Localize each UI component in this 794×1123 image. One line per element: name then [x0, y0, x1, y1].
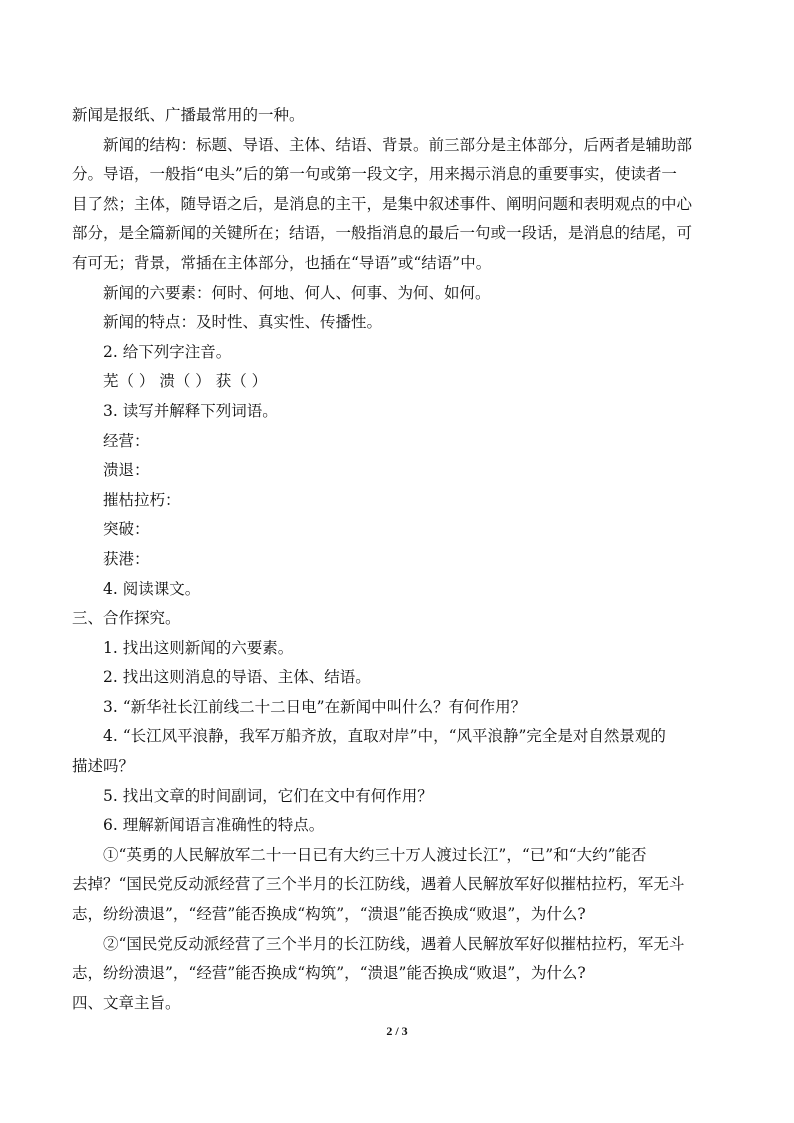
- text-line: 获港：: [103, 549, 150, 568]
- page-number: 2 / 3: [386, 1024, 408, 1038]
- text-line: 描述吗？: [72, 757, 135, 776]
- text-line: 3. 读写并解释下列词语。: [103, 401, 278, 420]
- text-line: 突破：: [103, 520, 150, 539]
- text-line: 溃退：: [103, 461, 150, 480]
- text-line: 新闻是报纸、广播最常用的一种。: [72, 106, 305, 124]
- text-line: 芜（ ） 溃（ ） 获（ ）: [103, 372, 268, 391]
- text-line: 4. “长江风平浪静，我军万船齐放，直取对岸”中，“风平浪静”完全是对自然景观的: [103, 727, 666, 746]
- text-line: 四、文章主旨。: [72, 993, 181, 1012]
- text-line: 2. 找出这则消息的导语、主体、结语。: [103, 668, 371, 687]
- text-line: 志，纷纷溃退”，“经营”能否换成“构筑”，“溃退”能否换成“败退”，为什么?: [72, 964, 586, 983]
- text-line: 4. 阅读课文。: [103, 579, 201, 598]
- text-line: ①“英勇的人民解放军二十一日已有大约三十万人渡过长江”，“已”和“大约”能否: [103, 845, 647, 864]
- document-body: [72, 101, 724, 1018]
- text-line: 新闻的特点：及时性、真实性、传播性。: [103, 313, 383, 332]
- text-line: 摧枯拉朽：: [103, 490, 181, 509]
- text-line: ②“国民党反动派经营了三个半月的长江防线，遇着人民解放军好似摧枯拉朽，军无斗: [103, 934, 685, 953]
- text-line: 2. 给下列字注音。: [103, 342, 232, 361]
- text-line: 5. 找出文章的时间副词，它们在文中有何作用？: [103, 786, 433, 805]
- text-line: 1. 找出这则新闻的六要素。: [103, 638, 294, 657]
- text-line: 有可无；背景，常插在主体部分，也插在“导语”或“结语”中。: [72, 253, 492, 272]
- text-line: 去掉？“国民党反动派经营了三个半月的长江防线，遇着人民解放军好似摧枯拉朽，军无斗: [72, 875, 685, 894]
- text-line: 部分，是全篇新闻的关键所在；结语，一般指消息的最后一句或一段话，是消息的结尾，可: [72, 224, 693, 243]
- text-line: 分。导语，一般指“电头”后的第一句或第一段文字，用来揭示消息的重要事实，使读者一: [72, 165, 677, 184]
- text-line: 6. 理解新闻语言准确性的特点。: [103, 816, 325, 835]
- text-line: 新闻的结构：标题、导语、主体、结语、背景。前三部分是主体部分，后两者是辅助部: [103, 135, 693, 154]
- text-line: 新闻的六要素：何时、何地、何人、何事、为何、如何。: [103, 283, 491, 302]
- text-line: 目了然；主体，随导语之后，是消息的主干，是集中叙述事件、阐明问题和表明观点的中心: [72, 194, 693, 213]
- text-line: 经营：: [103, 431, 150, 450]
- text-line: 3. “新华社长江前线二十二日电”在新闻中叫什么？有何作用？: [103, 697, 527, 716]
- text-line: 志，纷纷溃退”，“经营”能否换成“构筑”，“溃退”能否换成“败退”，为什么?: [72, 905, 586, 924]
- text-line: 三、合作探究。: [72, 609, 181, 628]
